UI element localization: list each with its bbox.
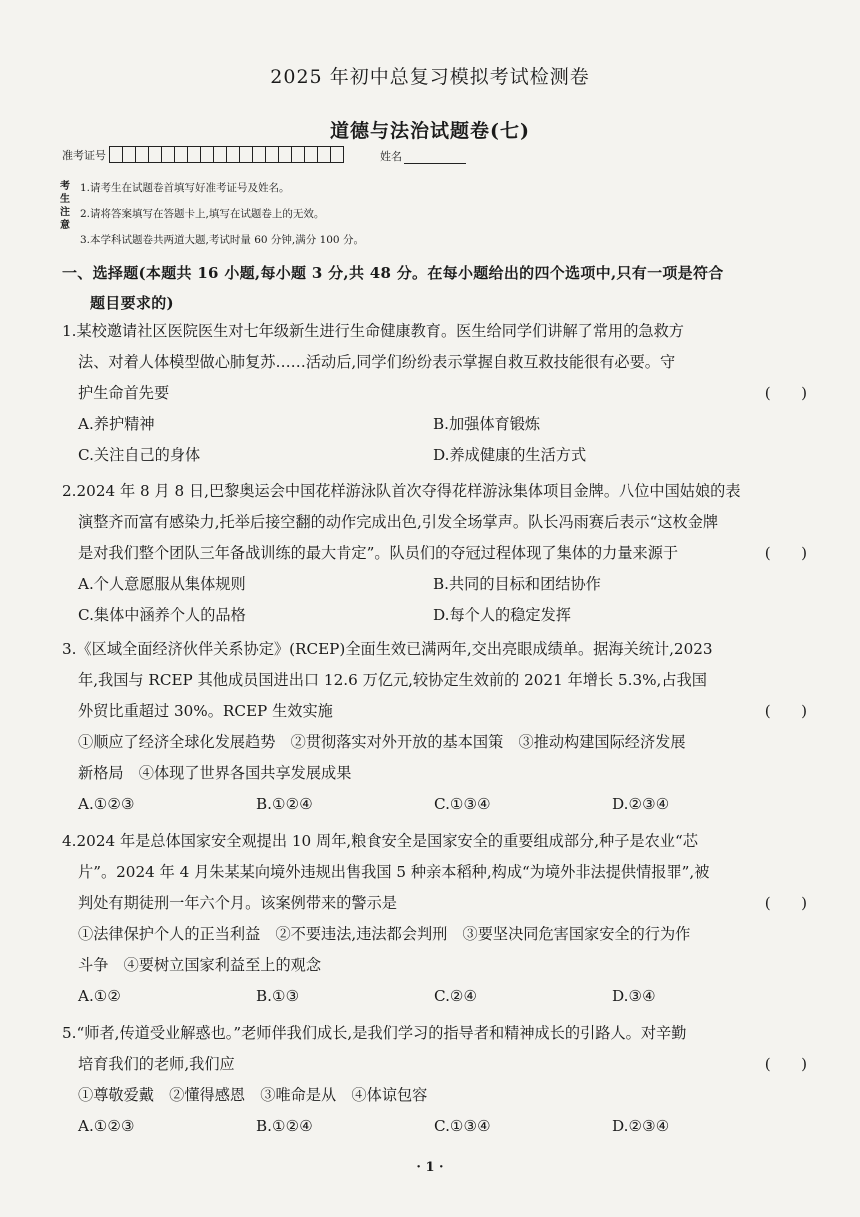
digit-box[interactable] xyxy=(265,146,278,163)
notes-tag: 考生注意 xyxy=(60,181,70,231)
exam-title: 2025 年初中总复习模拟考试检测卷 xyxy=(270,66,590,88)
digit-box[interactable] xyxy=(109,146,122,163)
option-b[interactable]: B.加强体育锻炼 xyxy=(433,415,541,433)
digit-box[interactable] xyxy=(122,146,135,163)
option-d[interactable]: D.养成健康的生活方式 xyxy=(433,446,587,464)
question-stem-line: 年,我国与 RCEP 其他成员国进出口 12.6 万亿元,较协定生效前的 2021 年增长 5.3%,占我国 xyxy=(78,671,707,689)
statement-line: 新格局 ④体现了世界各国共享发展成果 xyxy=(78,764,352,782)
option-b[interactable]: B.共同的目标和团结协作 xyxy=(433,575,601,593)
question-stem-line: 法、对着人体模型做心肺复苏……活动后,同学们纷纷表示掌握自救互救技能很有必要。守 xyxy=(78,353,676,371)
answer-paren[interactable]: ( ) xyxy=(764,384,807,402)
name-input-line[interactable] xyxy=(404,150,466,164)
option-c[interactable]: C.①③④ xyxy=(434,1117,491,1135)
page-number: · 1 · xyxy=(416,1160,444,1175)
option-row xyxy=(62,600,807,631)
question-5 xyxy=(62,1018,807,1142)
digit-box[interactable] xyxy=(239,146,252,163)
question-stem-text: 培育我们的老师,我们应 xyxy=(78,1055,235,1073)
option-d[interactable]: D.②③④ xyxy=(612,795,670,813)
answer-paren[interactable]: ( ) xyxy=(764,1055,807,1073)
question-stem-text: 判处有期徒刑一年六个月。该案例带来的警示是 xyxy=(78,894,397,912)
answer-paren[interactable]: ( ) xyxy=(764,894,807,912)
option-row xyxy=(62,440,807,471)
digit-box[interactable] xyxy=(226,146,239,163)
digit-box[interactable] xyxy=(304,146,317,163)
option-d[interactable]: D.②③④ xyxy=(612,1117,670,1135)
option-b[interactable]: B.①②④ xyxy=(256,1117,313,1135)
exam-number-label: 准考证号 xyxy=(62,148,106,162)
option-a[interactable]: A.①②③ xyxy=(78,1117,135,1135)
question-stem-text: 外贸比重超过 30%。RCEP 生效实施 xyxy=(78,702,333,720)
option-c[interactable]: C.关注自己的身体 xyxy=(78,446,201,464)
statement-line: ①顺应了经济全球化发展趋势 ②贯彻落实对外开放的基本国策 ③推动构建国际经济发展 xyxy=(78,733,686,751)
option-b[interactable]: B.①②④ xyxy=(256,795,313,813)
exam-number-field xyxy=(62,146,344,163)
answer-paren[interactable]: ( ) xyxy=(764,544,807,562)
question-stem-line: 3.《区域全面经济伙伴关系协定》(RCEP)全面生效已满两年,交出亮眼成绩单。据海关统计,2023 xyxy=(62,640,713,658)
question-stem-line: 演整齐而富有感染力,托举后接空翻的动作完成出色,引发全场掌声。队长冯雨赛后表示“这枚金牌 xyxy=(78,513,719,531)
option-b[interactable]: B.①③ xyxy=(256,987,300,1005)
exam-number-boxes[interactable] xyxy=(109,146,344,163)
note-item: 2.请将答案填写在答题卡上,填写在试题卷上的无效。 xyxy=(80,208,325,220)
question-1 xyxy=(62,316,807,471)
question-stem-line xyxy=(62,1049,807,1080)
digit-box[interactable] xyxy=(252,146,265,163)
option-a[interactable]: A.①② xyxy=(78,987,122,1005)
option-row xyxy=(62,981,807,1012)
name-label: 姓名 xyxy=(380,150,402,163)
name-field xyxy=(380,148,466,164)
option-c[interactable]: C.集体中涵养个人的品格 xyxy=(78,606,246,624)
question-stem-line xyxy=(62,378,807,409)
question-stem-line xyxy=(62,888,807,919)
option-a[interactable]: A.养护精神 xyxy=(78,415,155,433)
option-row xyxy=(62,409,807,440)
question-2 xyxy=(62,476,807,631)
question-stem-line: 4.2024 年是总体国家安全观提出 10 周年,粮食安全是国家安全的重要组成部分,种子是农业“芯 xyxy=(62,832,698,850)
digit-box[interactable] xyxy=(291,146,304,163)
option-row xyxy=(62,1111,807,1142)
option-a[interactable]: A.个人意愿服从集体规则 xyxy=(78,575,246,593)
option-row xyxy=(62,569,807,600)
question-stem-line: 片”。2024 年 4 月朱某某向境外违规出售我国 5 种亲本稻种,构成“为境外非法提供情报罪”,被 xyxy=(78,863,710,881)
question-stem-line: 2.2024 年 8 月 8 日,巴黎奥运会中国花样游泳队首次夺得花样游泳集体项目金牌。八位中国姑娘的表 xyxy=(62,482,741,500)
question-3 xyxy=(62,634,807,820)
note-item: 3.本学科试题卷共两道大题,考试时量 60 分钟,满分 100 分。 xyxy=(80,234,364,246)
digit-box[interactable] xyxy=(161,146,174,163)
question-4 xyxy=(62,826,807,1012)
statement-line: 斗争 ④要树立国家利益至上的观念 xyxy=(78,956,321,974)
option-a[interactable]: A.①②③ xyxy=(78,795,135,813)
note-item: 1.请考生在试题卷首填写好准考证号及姓名。 xyxy=(80,182,290,194)
section-heading xyxy=(62,258,807,318)
section-heading-line: 题目要求的) xyxy=(90,294,174,312)
exam-subtitle: 道德与法治试题卷(七) xyxy=(330,120,530,142)
digit-box[interactable] xyxy=(200,146,213,163)
digit-box[interactable] xyxy=(213,146,226,163)
question-stem-line: 5.“师者,传道受业解惑也。”老师伴我们成长,是我们学习的指导者和精神成长的引路人。对辛勤 xyxy=(62,1024,687,1042)
digit-box[interactable] xyxy=(317,146,330,163)
digit-box[interactable] xyxy=(278,146,291,163)
question-stem-text: 护生命首先要 xyxy=(78,384,170,402)
option-row xyxy=(62,789,807,820)
question-stem-line: 1.某校邀请社区医院医生对七年级新生进行生命健康教育。医生给同学们讲解了常用的急救方 xyxy=(62,322,684,340)
section-heading-line: 一、选择题(本题共 16 小题,每小题 3 分,共 48 分。在每小题给出的四个选项中,只有一项是符合 xyxy=(62,264,724,282)
digit-box[interactable] xyxy=(330,146,344,163)
statement-line: ①法律保护个人的正当利益 ②不要违法,违法都会判刑 ③要坚决同危害国家安全的行为作 xyxy=(78,925,691,943)
statement-line: ①尊敬爱戴 ②懂得感恩 ③唯命是从 ④体谅包容 xyxy=(78,1086,428,1104)
option-d[interactable]: D.每个人的稳定发挥 xyxy=(433,606,571,624)
question-stem-line xyxy=(62,696,807,727)
question-stem-text: 是对我们整个团队三年备战训练的最大肯定”。队员们的夺冠过程体现了集体的力量来源于 xyxy=(78,544,679,562)
option-c[interactable]: C.①③④ xyxy=(434,795,491,813)
question-stem-line xyxy=(62,538,807,569)
digit-box[interactable] xyxy=(174,146,187,163)
option-d[interactable]: D.③④ xyxy=(612,987,656,1005)
answer-paren[interactable]: ( ) xyxy=(764,702,807,720)
digit-box[interactable] xyxy=(148,146,161,163)
digit-box[interactable] xyxy=(135,146,148,163)
option-c[interactable]: C.②④ xyxy=(434,987,478,1005)
digit-box[interactable] xyxy=(187,146,200,163)
